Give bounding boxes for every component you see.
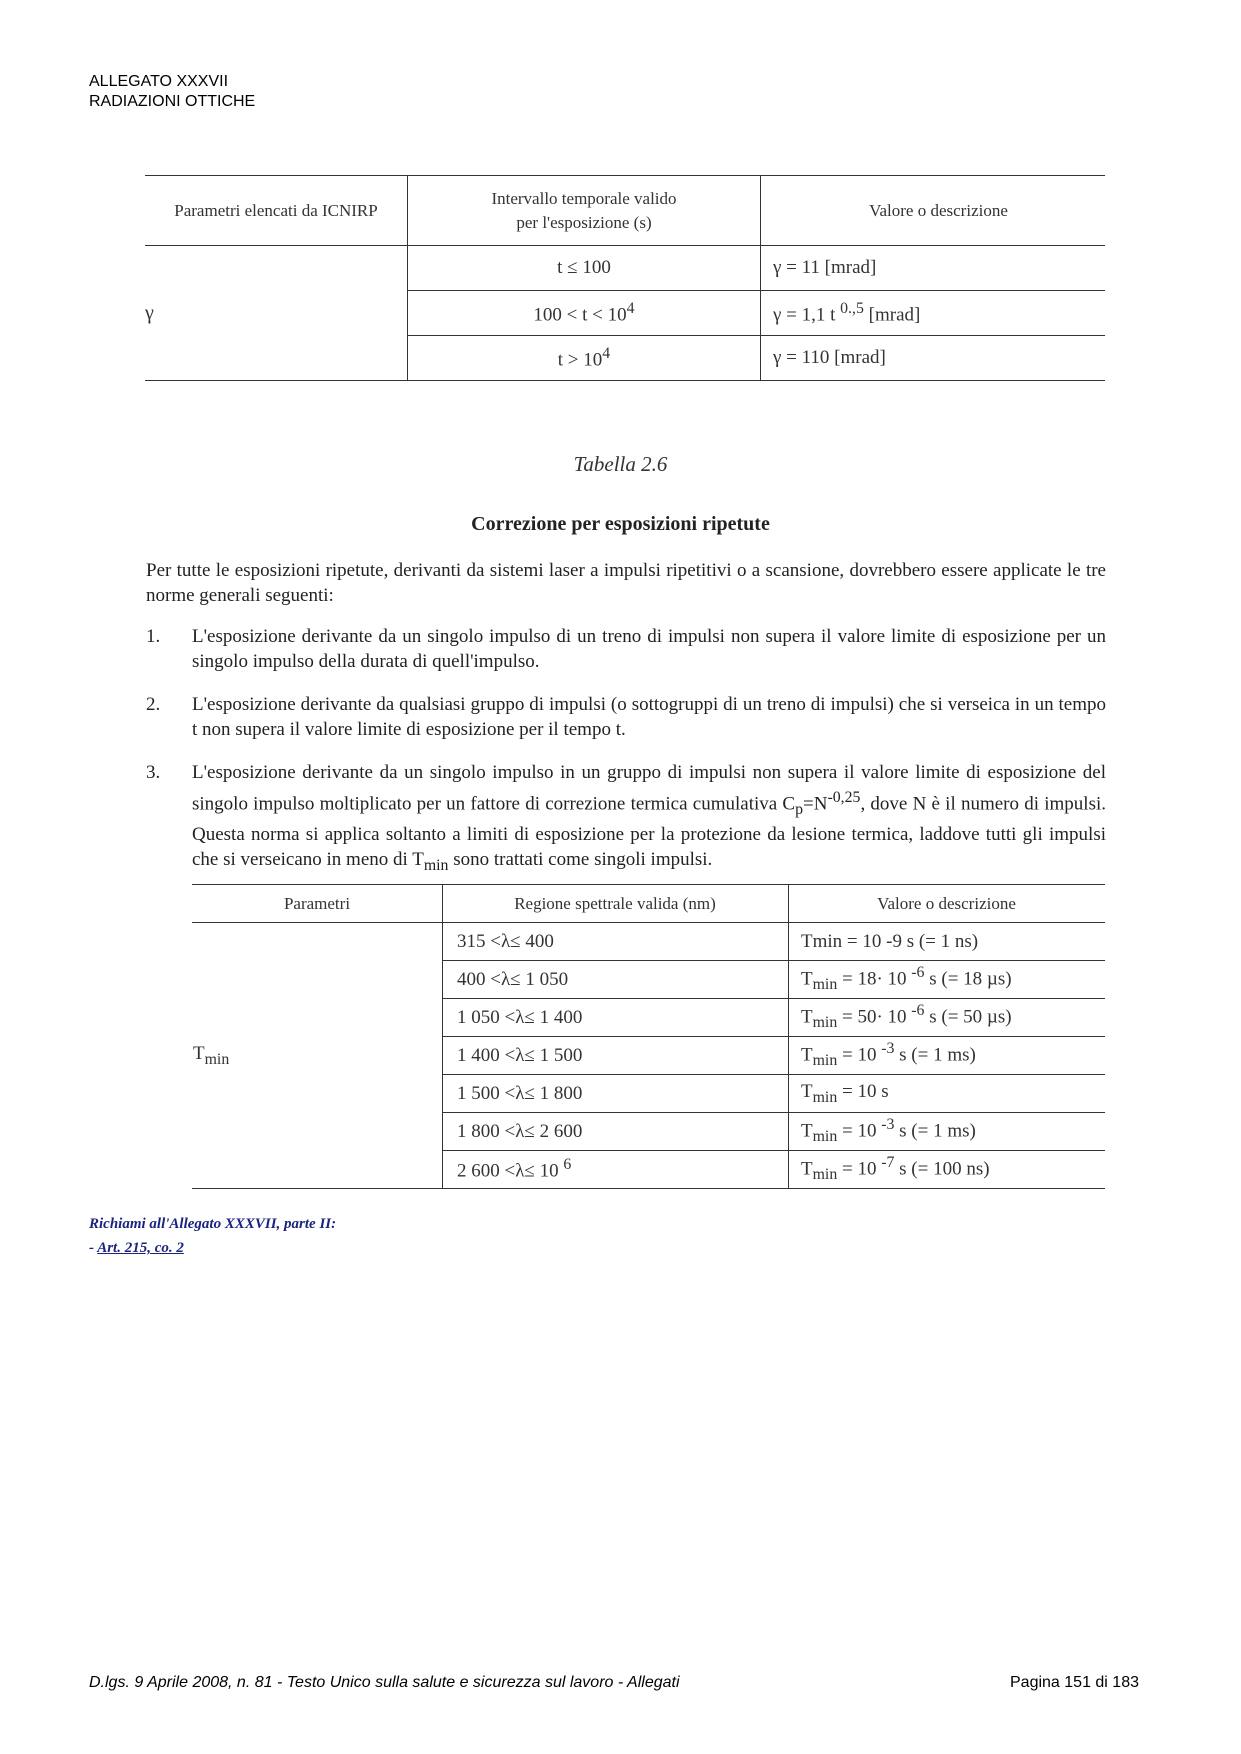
list-text: L'esposizione derivante da qualsiasi gruppo di impulsi (o sottogruppi di un treno di impulsi) che si verseica in un tempo t non supera il valore limite di esposizione per il tempo t. [192,694,1106,740]
value-cell: γ = 110 [mrad] [761,336,1106,381]
value-text: = 10 [837,1044,882,1066]
article-link[interactable]: Art. 215, co. 2 [97,1240,184,1256]
table-label: Tabella 2.6 [573,452,668,476]
value-text: = 10 s [837,1080,889,1102]
region-text: 2 600 <λ≤ 10 [457,1160,564,1182]
references-title: Richiami all'Allegato XXXVII, parte II: [89,1216,337,1232]
value-text: = 10 [837,1120,882,1142]
header-annex: ALLEGATO XXXVII [89,73,229,90]
column-header-params: Parametri [192,885,443,923]
value-cell [761,291,1106,336]
list-text [192,760,1106,878]
value-exponent: -7 [881,1154,895,1172]
value-cell [789,961,1106,999]
value-symbol: T [801,1120,813,1142]
region-cell: 1 050 <λ≤ 1 400 [443,999,789,1037]
value-text: = 50· 10 [837,1006,912,1028]
interval-text: 100 < t < 10 [533,304,627,326]
references-item [89,1236,336,1260]
value-unit: s (= 1 ms) [894,1044,976,1066]
region-cell: 1 800 <λ≤ 2 600 [443,1113,789,1151]
value-text: = 10 [837,1158,882,1180]
value-subscript: min [812,1166,838,1184]
region-cell: 1 400 <λ≤ 1 500 [443,1037,789,1075]
value-text: γ = 1,1 t [773,304,841,326]
exponent: -0,25 [827,789,861,806]
column-header-value: Valore o descrizione [789,885,1106,923]
tmin-table [192,884,1105,1189]
value-cell [789,1075,1106,1113]
value-symbol: T [801,1006,813,1028]
value-cell: Tmin = 10 -9 s (= 1 ns) [789,923,1106,961]
footer-page-number: Pagina 151 di 183 [1010,1674,1139,1691]
page-header [89,72,255,112]
value-text: = 18· 10 [837,968,912,990]
list-number: 2. [146,694,161,715]
header-subject: RADIAZIONI OTTICHE [89,93,256,110]
interval-cell [408,336,761,381]
value-symbol: T [801,1044,813,1066]
column-header-interval [408,176,761,246]
region-exponent: 6 [563,1156,572,1174]
table-row [145,246,1105,291]
interval-exponent: 4 [626,299,635,317]
value-symbol: T [801,1080,813,1102]
value-cell [789,1113,1106,1151]
value-subscript: min [812,1052,838,1070]
value-subscript: min [812,976,838,994]
interval-cell [408,291,761,336]
list-text: L'esposizione derivante da un singolo impulso di un treno di impulsi non supera il valore limite di esposizione per un singolo impulso della durata di quell'impulso. [192,626,1106,672]
value-unit: s (= 18 µs) [924,968,1012,990]
interval-exponent: 4 [602,344,611,362]
region-cell: 1 500 <λ≤ 1 800 [443,1075,789,1113]
value-cell [789,1151,1106,1189]
section-title: Correzione per esposizioni ripetute [471,513,770,535]
interval-text: t > 10 [557,349,603,371]
table-row [192,923,1105,961]
intro-paragraph: Per tutte le esposizioni ripetute, derivanti da sistemi laser a impulsi ripetitivi o a scansione, dovrebbero essere applicate le tre norme generali seguenti: [146,560,1106,606]
list-item [146,624,1106,674]
param-symbol: T [193,1042,205,1064]
param-gamma: γ [145,246,408,381]
table-header-row [145,176,1105,246]
list-text-part: , dove N è il numero di impulsi. Questa norma si applica soltanto a limiti di esposizione per la protezione da lesione termica, laddove tutti gli impulsi che si verseicano in meno di T [192,793,1106,871]
table-header-row [192,885,1105,923]
list-text-part: sono trattati come singoli impulsi. [448,849,713,871]
list-item [146,760,1106,878]
param-subscript: min [204,1050,230,1068]
value-cell [789,999,1106,1037]
value-symbol: T [801,968,813,990]
value-exponent: 0.,5 [840,299,864,317]
column-header-params: Parametri elencati da ICNIRP [145,176,408,246]
region-cell: 400 <λ≤ 1 050 [443,961,789,999]
subscript-min: min [423,856,449,874]
references [89,1212,336,1260]
column-header-interval-line1: Intervallo temporale valido [491,188,677,208]
value-subscript: min [812,1088,838,1106]
value-subscript: min [812,1128,838,1146]
list-text-part: L'esposizione derivante da un singolo impulso in un gruppo di impulsi non supera il valore limite di esposizione del singolo impulso moltiplicato per un fattore di correzione termica cumulativa C [192,762,1106,815]
value-unit: s (= 50 µs) [924,1006,1012,1028]
region-cell: 315 <λ≤ 400 [443,923,789,961]
value-symbol: T [801,1158,813,1180]
list-number: 1. [146,626,161,647]
list-item [146,692,1106,742]
rules-list [146,624,1106,896]
interval-cell: t ≤ 100 [408,246,761,291]
subscript-p: p [795,801,804,819]
region-cell [443,1151,789,1189]
value-subscript: min [812,1014,838,1032]
column-header-region: Regione spettrale valida (nm) [443,885,789,923]
value-cell: γ = 11 [mrad] [761,246,1106,291]
param-tmin [192,923,443,1189]
value-exponent: -6 [911,1002,925,1020]
value-exponent: -6 [911,964,925,982]
column-header-value: Valore o descrizione [761,176,1106,246]
column-header-interval-line2: per l'esposizione (s) [516,212,652,232]
value-unit: [mrad] [863,304,921,326]
list-number: 3. [146,762,161,783]
gamma-table [145,175,1105,381]
value-unit: s (= 1 ms) [894,1120,976,1142]
value-exponent: -3 [881,1040,895,1058]
references-dash: - [89,1240,98,1256]
footer-document-title: D.lgs. 9 Aprile 2008, n. 81 - Testo Unico sulla salute e sicurezza sul lavoro - Allegati [89,1674,680,1691]
value-exponent: -3 [881,1116,895,1134]
value-cell [789,1037,1106,1075]
value-unit: s (= 100 ns) [894,1158,990,1180]
list-text-part: =N [803,793,828,815]
